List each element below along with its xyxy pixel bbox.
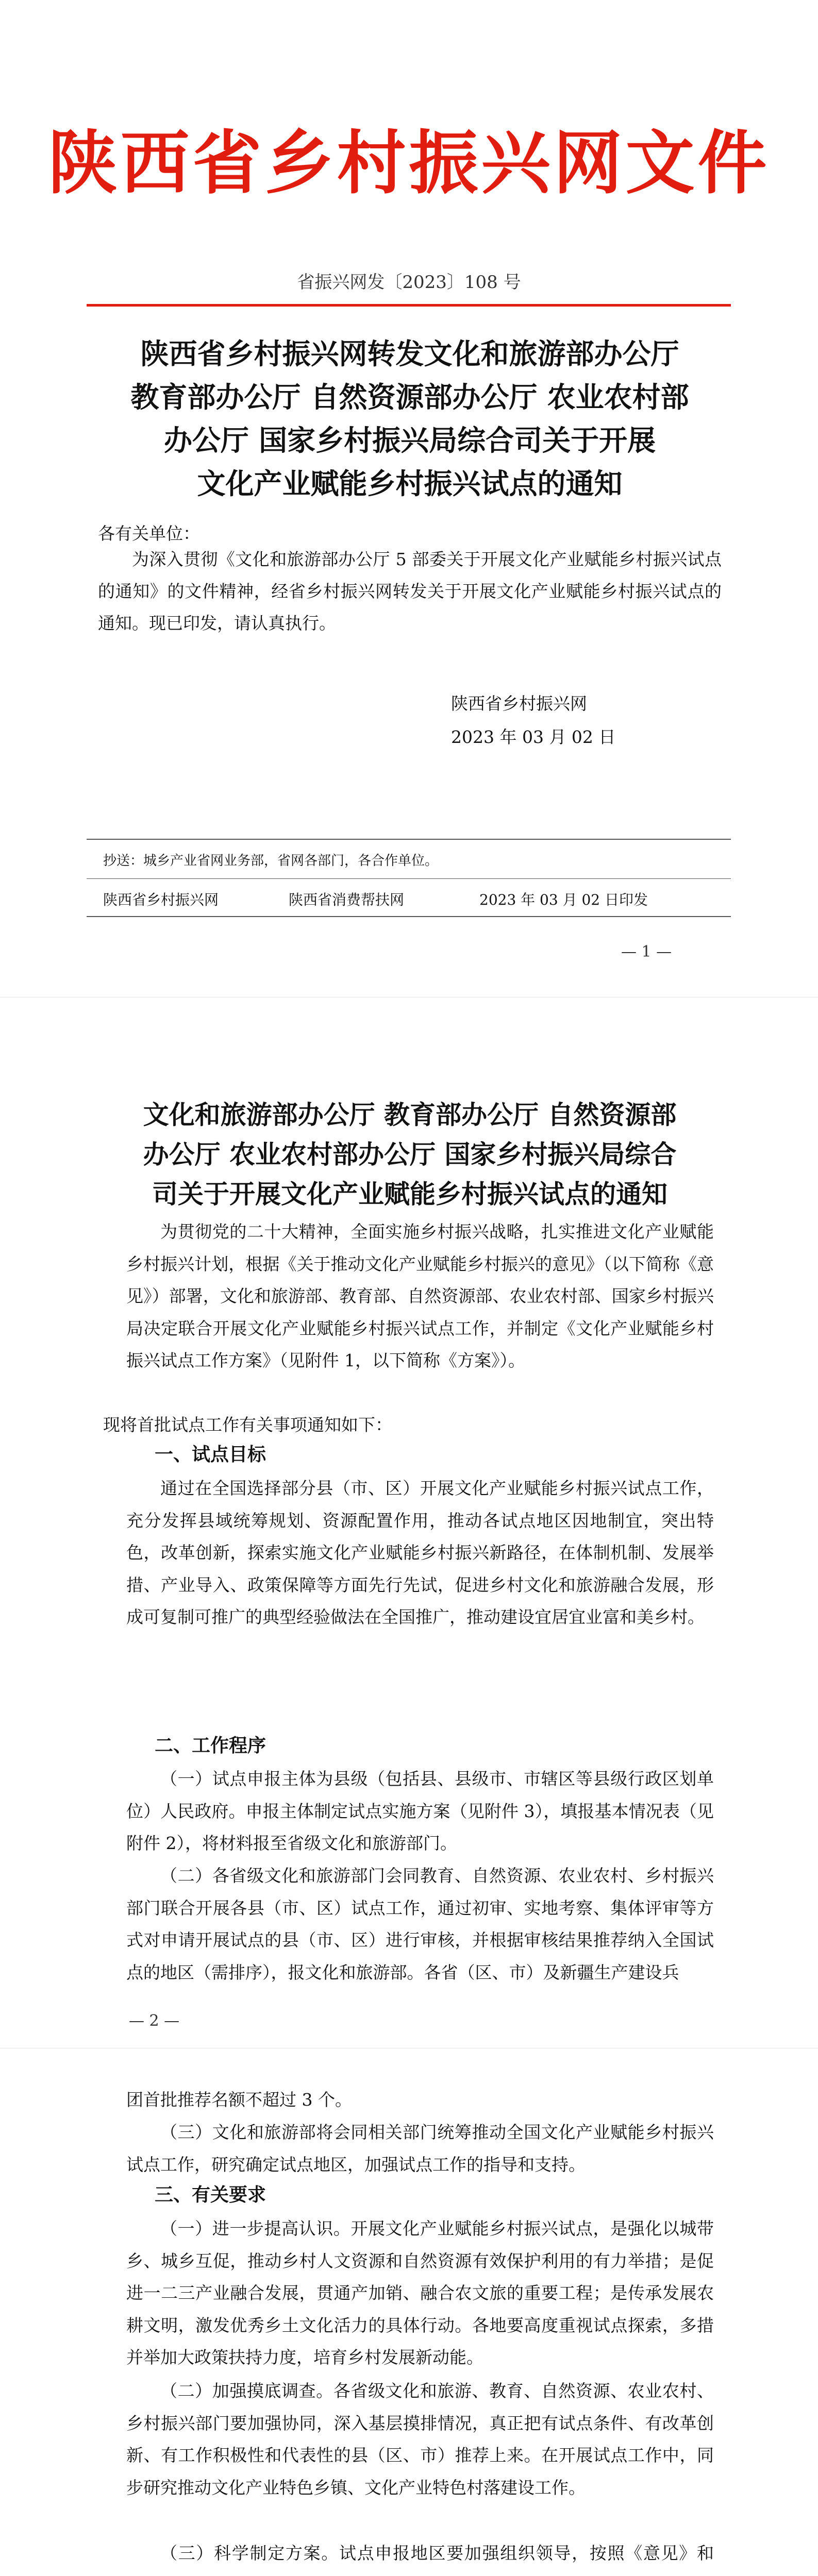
notice-title-line: 文化和旅游部办公厅 教育部办公厅 自然资源部 xyxy=(143,1099,677,1130)
notice-title xyxy=(88,1095,732,1214)
document-red-header: 陕西省乡村振兴网文件 xyxy=(48,123,770,204)
notice-body: 为深入贯彻《文化和旅游部办公厅 5 部委关于开展文化产业赋能乡村振兴试点的通知》的文件精神，经省乡村振兴网转发关于开展文化产业赋能乡村振兴试点的通知。现已印发，请认真执行。 xyxy=(98,549,722,633)
signing-organization: 陕西省乡村振兴网 xyxy=(451,693,587,714)
cc-top-rule xyxy=(87,839,731,840)
procedure-item-1: （一）试点申报主体为县级（包括县、县级市、市辖区等县级行政区划单位）人民政府。申报主体制定试点实施方案（见附件 3），填报基本情况表（见附件 2），将材料报至省级文化和旅游部门。 xyxy=(126,1769,714,1853)
publisher-1: 陕西省乡村振兴网 xyxy=(103,891,219,908)
page-1 xyxy=(0,0,818,997)
notice-title-line: 文化产业赋能乡村振兴试点的通知 xyxy=(197,467,623,500)
signing-date: 2023 年 03 月 02 日 xyxy=(451,727,616,747)
publisher-2: 陕西省消费帮扶网 xyxy=(289,891,405,908)
procedure-item-3: （三）文化和旅游部将会同相关部门统筹推动全国文化产业赋能乡村振兴试点工作，研究确定试点地区，加强试点工作的指导和支持。 xyxy=(126,2122,714,2175)
print-date: 2023 年 03 月 02 日印发 xyxy=(479,891,648,908)
intro-tail: 现将首批试点工作有关事项通知如下： xyxy=(103,1415,392,1435)
cc-bottom-rule xyxy=(87,916,731,917)
notice-title-line: 办公厅 农业农村部办公厅 国家乡村振兴局综合 xyxy=(143,1139,677,1170)
red-divider xyxy=(87,304,731,307)
notice-title-line: 办公厅 国家乡村振兴局综合司关于开展 xyxy=(163,423,656,457)
notice-title-line: 司关于开展文化产业赋能乡村振兴试点的通知 xyxy=(152,1179,667,1209)
intro-paragraph: 为贯彻党的二十大精神，全面实施乡村振兴战略，扎实推进文化产业赋能乡村振兴计划，根据《关于推动文化产业赋能乡村振兴的意见》（以下简称《意见》）部署，文化和旅游部、教育部、自然资源部、农业农村部、国家乡村振兴局决定联合开展文化产业赋能乡村振兴试点工作，并制定《文化产业赋能乡村振兴试点工作方案》（见附件 1，以下简称《方案》）。 xyxy=(126,1222,714,1370)
notice-title-line: 陕西省乡村振兴网转发文化和旅游部办公厅 xyxy=(140,337,679,370)
page-number: — 1 — xyxy=(621,943,672,961)
requirement-item-3: （三）科学制定方案。试点申报地区要加强组织领导，按照《意见》和 xyxy=(160,2543,714,2563)
requirement-item-1: （一）进一步提高认识。开展文化产业赋能乡村振兴试点，是强化以城带乡、城乡互促，推动乡村人文资源和自然资源有效保护利用的有力举措；是促进一二三产业融合发展，贯通产加销、融合农文旅的重要工程；是传承发展农耕文明，激发优秀乡土文化活力的具体行动。各地要高度重视试点探索，多措并举加大政策扶持力度，培育乡村发展新动能。 xyxy=(126,2218,714,2367)
page-number: — 2 — xyxy=(129,2012,180,2030)
procedure-item-2: （二）各省级文化和旅游部门会同教育、自然资源、农业农村、乡村振兴部门联合开展各县（市、区）试点工作，通过初审、实地考察、集体评审等方式对申请开展试点的县（市、区）进行审核，并根据审核结果推荐纳入全国试点的地区（需排序），报文化和旅游部。各省（区、市）及新疆生产建设兵 xyxy=(126,1866,714,1982)
heading-goals: 一、试点目标 xyxy=(155,1444,266,1465)
requirement-item-2: （二）加强摸底调查。各省级文化和旅游、教育、自然资源、农业农村、乡村振兴部门要加强协同，深入基层摸排情况，真正把有试点条件、有改革创新、有工作积极性和代表性的县（区、市）推荐上来。在开展试点工作中，同步研究推动文化产业特色乡镇、文化产业特色村落建设工作。 xyxy=(126,2381,714,2498)
cc-middle-rule xyxy=(87,878,731,879)
notice-title-line: 教育部办公厅 自然资源部办公厅 农业农村部 xyxy=(130,380,689,414)
document-number: 省振兴网发〔2023〕108 号 xyxy=(297,272,521,293)
procedure-continuation: 团首批推荐名额不超过 3 个。 xyxy=(126,2090,352,2110)
addressee: 各有关单位： xyxy=(98,523,200,544)
heading-procedure: 二、工作程序 xyxy=(155,1735,266,1756)
heading-requirements: 三、有关要求 xyxy=(155,2184,266,2206)
notice-title xyxy=(82,332,737,505)
goal-paragraph: 通过在全国选择部分县（市、区）开展文化产业赋能乡村振兴试点工作，充分发挥县域统筹规划、资源配置作用，推动各试点地区因地制宜，突出特色，改革创新，探索实施文化产业赋能乡村振兴新路径，在体制机制、发展举措、产业导入、政策保障等方面先行先试，促进乡村文化和旅游融合发展，形成可复制可推广的典型经验做法在全国推广，推动建设宜居宜业富和美乡村。 xyxy=(126,1478,714,1627)
cc-list: 抄送：城乡产业省网业务部，省网各部门，各合作单位。 xyxy=(103,853,439,869)
